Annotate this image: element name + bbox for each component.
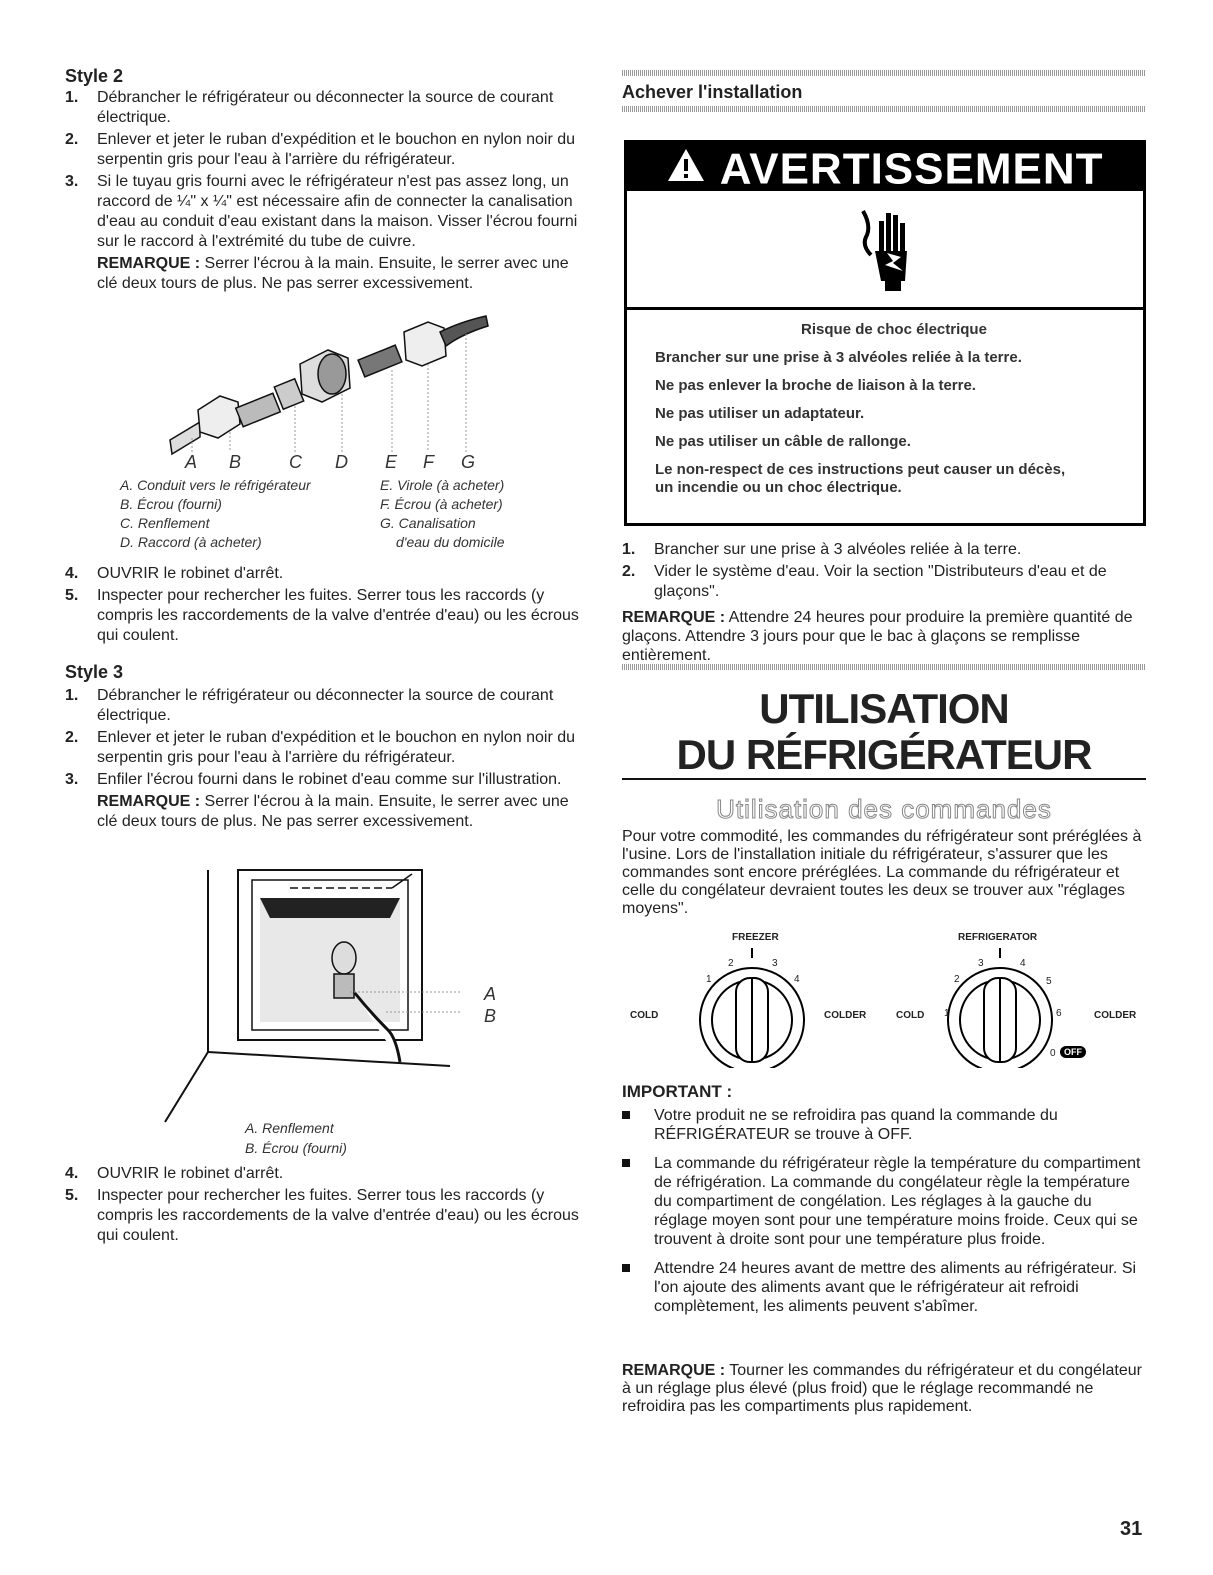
finish-remark: REMARQUE : Attendre 24 heures pour produire la première quantité de glaçons. Attendre 3 jours pour que le bac à glaçons se remplisse entièrement. [622, 609, 1133, 664]
style2-heading: Style 2 [65, 66, 124, 86]
top-dotted-rule [622, 70, 1146, 76]
list-item: 2. Enlever et jeter le ruban d'expédition et le bouchon en nylon noir du serpentin gris pour l'eau à l'arrière du réfrigérateur. [65, 729, 576, 766]
valve-letter-b: B [484, 1006, 497, 1026]
bullet-icon [622, 1111, 630, 1119]
finish-steps [622, 540, 1146, 604]
list-item: 4. OUVRIR le robinet d'arrêt. [65, 565, 284, 582]
list-item: 5. Inspecter pour rechercher les fuites. Serrer tous les raccords (y compris les raccordements de la valve d'entrée d'eau) ou les écrous qui coulent. [65, 1187, 579, 1244]
list-item: 5. Inspecter pour rechercher les fuites. Serrer tous les raccords (y compris les raccordements de la valve d'entrée d'eau) ou les écrous qui coulent. [65, 587, 579, 644]
bullet-icon [622, 1159, 630, 1167]
freezer-dial-numbers: 1 2 3 4 [706, 958, 800, 985]
finish-install-heading: Achever l'installation [622, 82, 803, 102]
section-dotted-rule [622, 664, 1146, 670]
list-item: 4. OUVRIR le robinet d'arrêt. [65, 1165, 284, 1182]
page-number: 31 [1120, 1518, 1143, 1540]
important-bullets [622, 1106, 1146, 1326]
style3-steps [65, 686, 585, 834]
style3-heading: Style 3 [65, 662, 124, 682]
style2-steps-after [65, 564, 585, 648]
list-item: 2. Vider le système d'eau. Voir la section "Distributeurs d'eau et de glaçons". [622, 563, 1107, 600]
valve-letter-a: A [484, 984, 497, 1004]
section-title: UTILISATION DU RÉFRIGÉRATEUR [676, 685, 1092, 778]
section-rule [622, 778, 1146, 780]
finish-dotted-rule [622, 106, 1146, 112]
fitting-legend-left: A. Conduit vers le réfrigérateur B. Écrou (fourni) C. Renflement D. Raccord (à acheter) [120, 477, 311, 550]
off-badge: OFF [1060, 1046, 1086, 1058]
controls-intro: Pour votre commodité, les commandes du réfrigérateur sont préréglées à l'usine. Lors de l'installation initiale du réfrigérateur, s'assurer que les commandes sont encore préréglées. La commande du réfrigérateur et celle du congélateur devraient toutes les deux se trouver aux "réglages moyens". [622, 828, 1142, 917]
style3-remark: REMARQUE : Serrer l'écrou à la main. Ensuite, le serrer avec une clé deux tours de plus. Ne pas serrer excessivement. [97, 793, 569, 830]
electric-shock-hand-icon [857, 201, 917, 293]
list-item: 1. Débrancher le réfrigérateur ou déconnecter la source de courant électrique. [65, 89, 554, 126]
fridge-cold-label: COLD [896, 1010, 925, 1021]
warning-triangle-icon [666, 145, 706, 193]
list-item: Attendre 24 heures avant de mettre des aliments au réfrigérateur. Si l'on ajoute des aliments avant que le réfrigérateur ait refroidi complètement, les aliments peuvent s'abîmer. [622, 1259, 1146, 1316]
list-item: Votre produit ne se refroidira pas quand la commande du RÉFRIGÉRATEUR se trouve à OFF. [622, 1106, 1146, 1144]
refrigerator-dial-numbers: 1 2 3 4 5 6 0 OFF [940, 944, 1090, 1068]
freezer-cold-label: COLD [630, 1010, 659, 1021]
list-item: 3. Enfiler l'écrou fourni dans le robinet d'eau comme sur l'illustration. REMARQUE : Serrer l'écrou à la main. Ensuite, le serrer avec une clé deux tours de plus. Ne pas serrer excessivement. [65, 770, 585, 832]
list-item: La commande du réfrigérateur règle la température du compartiment de réfrigération. La commande du congélateur règle la température du compartiment de congélation. Les réglages à la gauche du réglage moyen sont pour une température moins froide. Ceux qui se trouvent à droite sont pour une température plus froide. [622, 1154, 1146, 1249]
list-item: 3. Si le tuyau gris fourni avec le réfrigérateur n'est pas assez long, un raccord de ¼" x ¼" est nécessaire afin de connecter la canalisation d'eau au conduit d'eau existant dans la maison. Visser l'écrou fourni sur le raccord à l'extrémité du tube de cuivre. REMARQUE : Serrer l'écrou à la main. Ensuite, le serrer avec une clé deux tours de plus. Ne pas serrer excessivement. [65, 172, 585, 294]
fitting-legend-right: E. Virole (à acheter) F. Écrou (à acheter) G. Canalisation d'eau du domicile [380, 477, 505, 550]
fitting-illustration [160, 312, 490, 462]
refrigerator-label: REFRIGERATOR [958, 932, 1038, 943]
final-remark: REMARQUE : Tourner les commandes du réfrigérateur et du congélateur à un réglage plus élevé (plus froid) que le réglage recommandé ne refroidira pas les compartiments plus rapidement. [622, 1362, 1142, 1415]
list-item: 1. Débrancher le réfrigérateur ou déconnecter la source de courant électrique. [65, 687, 554, 724]
style3-steps-after [65, 1164, 585, 1248]
warning-box [624, 140, 1146, 526]
important-heading: IMPORTANT : [622, 1082, 733, 1101]
list-item: 2. Enlever et jeter le ruban d'expédition et le bouchon en nylon noir du serpentin gris pour l'eau à l'arrière du réfrigérateur. [65, 131, 576, 168]
style2-steps [65, 88, 585, 296]
controls-subhead: Utilisation des commandes [716, 794, 1052, 824]
warning-header: AVERTISSEMENT [627, 143, 1143, 191]
fridge-colder-label: COLDER [1094, 1010, 1137, 1021]
water-valve-illustration [160, 862, 460, 1130]
style2-remark: REMARQUE : Serrer l'écrou à la main. Ensuite, le serrer avec une clé deux tours de plus. Ne pas serrer excessivement. [97, 255, 569, 292]
freezer-colder-label: COLDER [824, 1010, 867, 1021]
valve-legend: A. Renflement B. Écrou (fourni) [245, 1120, 347, 1156]
warning-text: Risque de choc électrique Brancher sur une prise à 3 alvéoles reliée à la terre. Ne pas enlever la broche de liaison à la terre. Ne pas utiliser un adaptateur. Ne pas utiliser un câble de rallonge. Le non-respect de ces instructions peut causer un décès, un incendie ou un choc électrique. [655, 321, 1066, 496]
bullet-icon [622, 1264, 630, 1272]
list-item: 1. Brancher sur une prise à 3 alvéoles reliée à la terre. [622, 541, 1022, 558]
controls-diagram [622, 930, 1146, 1070]
freezer-label: FREEZER [732, 932, 779, 943]
